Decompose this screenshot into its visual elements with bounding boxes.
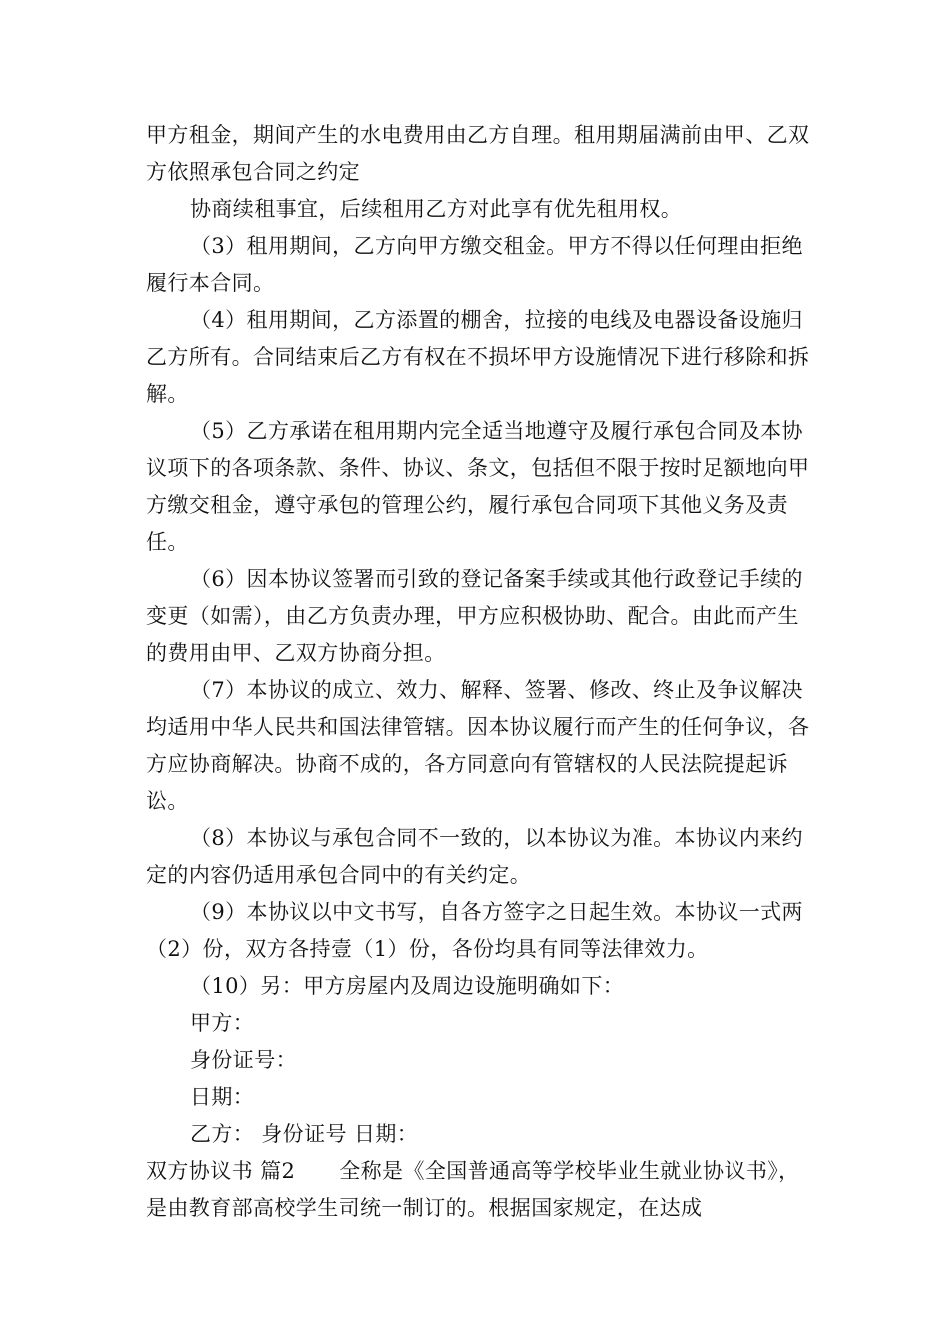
clause-6: （6）因本协议签署而引致的登记备案手续或其他行政登记手续的变更（如需），由乙方负责办理，甲方应积极协助、配合。由此而产生的费用由甲、乙双方协商分担。: [146, 567, 803, 665]
clause-4: （4）租用期间，乙方添置的棚舍，拉接的电线及电器设备设施归乙方所有。合同结束后乙方有权在不损坏甲方设施情况下进行移除和拆解。: [146, 308, 810, 406]
clause-8: （8）本协议与承包合同不一致的，以本协议为准。本协议内来约定的内容仍适用承包合同中的有关约定。: [146, 826, 803, 887]
clause-3: （3）租用期间，乙方向甲方缴交租金。甲方不得以任何理由拒绝履行本合同。: [146, 234, 803, 295]
document-body: [146, 117, 810, 1227]
clause-10: （10）另：甲方房屋内及周边设施明确如下：: [190, 974, 625, 998]
clause-7: （7）本协议的成立、效力、解释、签署、修改、终止及争议解决均适用中华人民共和国法律管辖。因本协议履行而产生的任何争议，各方应协商解决。协商不成的，各方同意向有管辖权的人民法院提起诉讼。: [146, 678, 810, 813]
clause-5: （5）乙方承诺在租用期内完全适当地遵守及履行承包合同及本协议项下的各项条款、条件、协议、条文，包括但不限于按时足额地向甲方缴交租金，遵守承包的管理公约，履行承包合同项下其他义务及责任。: [146, 419, 810, 554]
section-2-paragraph: [146, 1153, 810, 1227]
paragraph-rent-continuation: 甲方租金，期间产生的水电费用由乙方自理。租用期届满前由甲、乙双方依照承包合同之约定: [146, 123, 810, 184]
signature-id-number: 身份证号：: [190, 1048, 297, 1072]
signature-party-b: 乙方： 身份证号 日期：: [190, 1122, 419, 1146]
signature-date: 日期：: [190, 1085, 255, 1109]
section-2-text: 全称是《全国普通高等学校毕业生就业协议书》，是由教育部高校学生司统一制订的。根据国家规定，在达成: [146, 1159, 800, 1220]
clause-9: （9）本协议以中文书写，自各方签字之日起生效。本协议一式两（2）份，双方各持壹（1）份，各份均具有同等法律效力。: [146, 900, 803, 961]
section-2-heading: 双方协议书 篇2: [146, 1159, 296, 1183]
paragraph-renewal: 协商续租事宜，后续租用乙方对此享有优先租用权。: [190, 197, 683, 221]
signature-party-a: 甲方：: [190, 1011, 255, 1035]
